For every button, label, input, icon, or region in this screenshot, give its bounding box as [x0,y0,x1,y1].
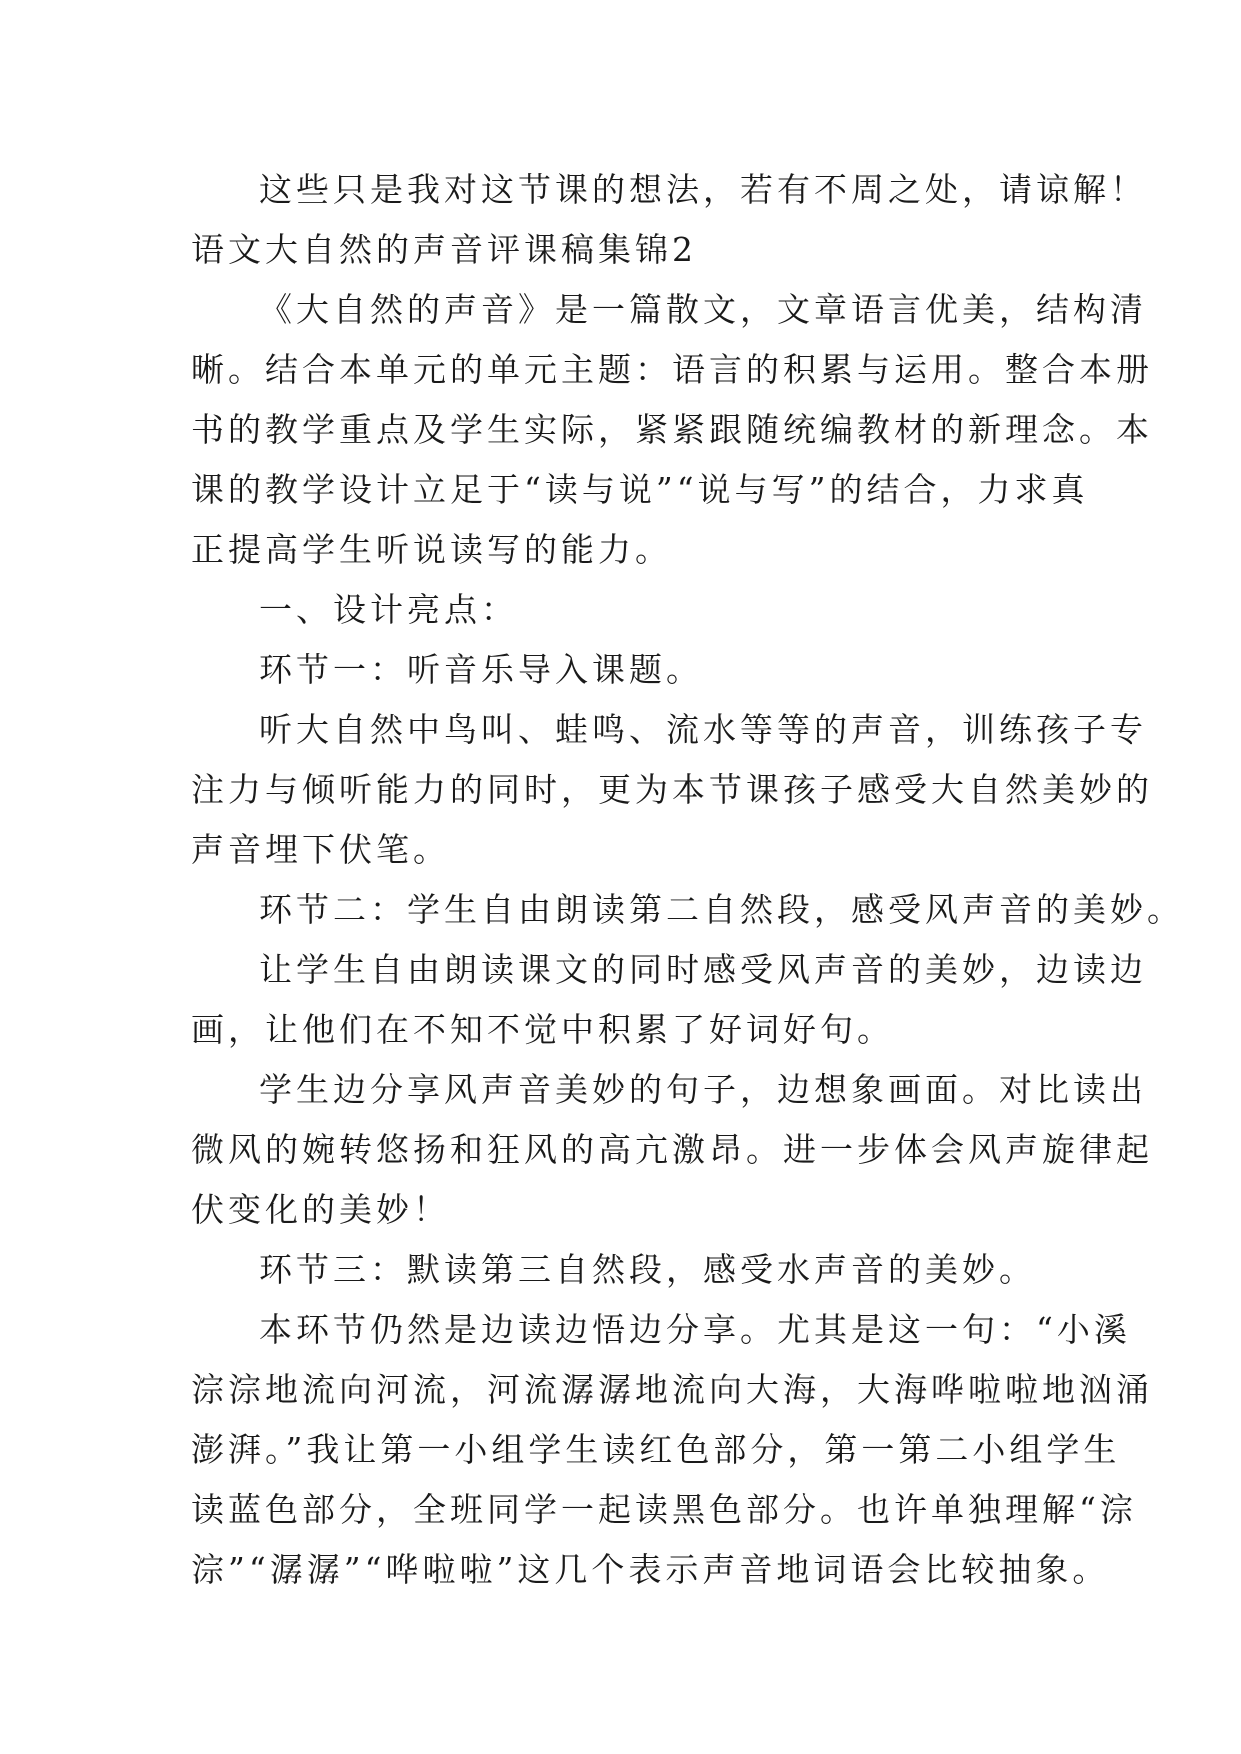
text-line: 澎湃。”我让第一小组学生读红色部分，第一第二小组学生 [191,1430,1121,1469]
text-line: 环节一：听音乐导入课题。 [259,650,703,689]
text-line: 读蓝色部分，全班同学一起读黑色部分。也许单独理解“淙 [191,1490,1137,1529]
text-line: 晰。结合本单元的单元主题：语言的积累与运用。整合本册 [191,350,1153,389]
text-line: 环节二：学生自由朗读第二自然段，感受风声音的美妙。 [259,890,1184,929]
text-line: 环节三：默读第三自然段，感受水声音的美妙。 [259,1250,1036,1289]
text-line: 淙”“潺潺”“哗啦啦”这几个表示声音地词语会比较抽象。 [191,1550,1110,1589]
text-line: 一、设计亮点： [259,590,518,629]
document-body [191,160,1184,1600]
text-line: 听大自然中鸟叫、蛙鸣、流水等等的声音，训练孩子专 [259,710,1147,749]
text-line: 《大自然的声音》是一篇散文，文章语言优美，结构清 [259,290,1147,329]
text-line: 这些只是我对这节课的想法，若有不周之处，请谅解！ [259,170,1147,209]
text-line: 注力与倾听能力的同时，更为本节课孩子感受大自然美妙的 [191,770,1153,809]
text-line: 学生边分享风声音美妙的句子，边想象画面。对比读出 [259,1070,1147,1109]
text-line: 让学生自由朗读课文的同时感受风声音的美妙，边读边 [259,950,1147,989]
section-heading: 语文大自然的声音评课稿集锦2 [191,230,697,269]
text-line: 声音埋下伏笔。 [191,830,450,869]
text-line: 课的教学设计立足于“读与说”“说与写”的结合，力求真 [191,470,1089,509]
text-line: 伏变化的美妙！ [191,1190,450,1229]
text-line: 书的教学重点及学生实际，紧紧跟随统编教材的新理念。本 [191,410,1153,449]
text-line: 淙淙地流向河流，河流潺潺地流向大海，大海哗啦啦地汹涌 [191,1370,1153,1409]
text-line: 本环节仍然是边读边悟边分享。尤其是这一句：“小溪 [259,1310,1131,1349]
text-line: 画，让他们在不知不觉中积累了好词好句。 [191,1010,894,1049]
text-line: 正提高学生听说读写的能力。 [191,530,672,569]
text-line: 微风的婉转悠扬和狂风的高亢激昂。进一步体会风声旋律起 [191,1130,1153,1169]
